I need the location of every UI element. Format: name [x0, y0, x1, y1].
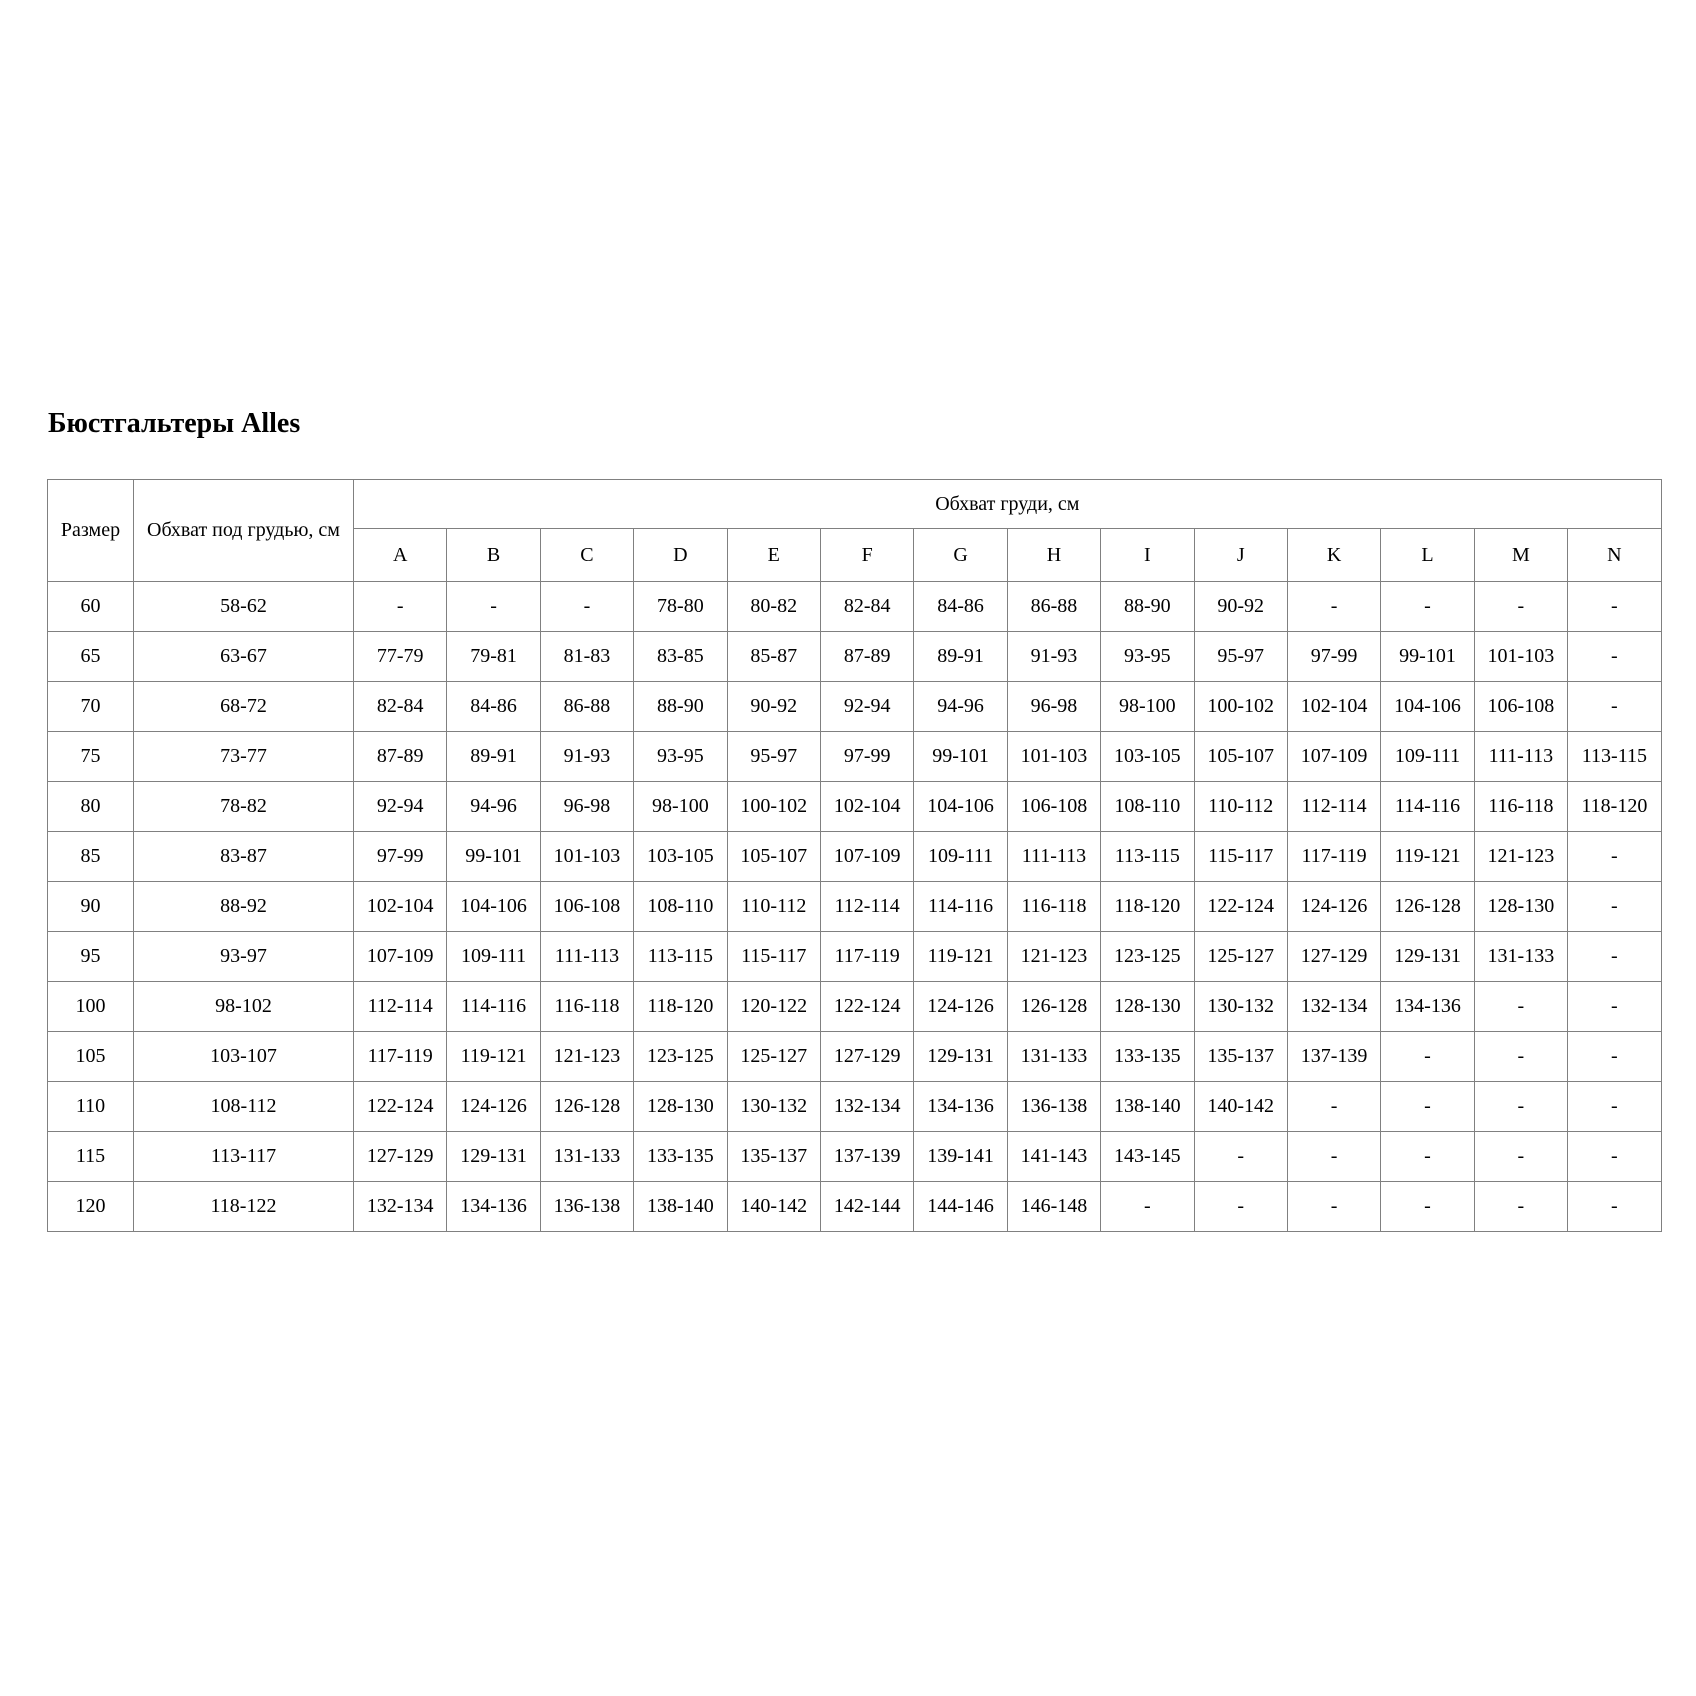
- bust-range-cell: 137-139: [1287, 1032, 1380, 1082]
- bust-range-cell: -: [1381, 582, 1474, 632]
- bust-range-cell: -: [1381, 1032, 1474, 1082]
- size-cell: 65: [48, 632, 134, 682]
- bust-range-cell: -: [1381, 1082, 1474, 1132]
- cup-column-header-C: C: [540, 529, 633, 582]
- bust-range-cell: 126-128: [1007, 982, 1100, 1032]
- bust-range-cell: -: [1474, 1182, 1567, 1232]
- bust-range-cell: -: [1568, 832, 1662, 882]
- bust-range-cell: 120-122: [727, 982, 820, 1032]
- table-row: [48, 682, 1662, 732]
- bust-range-cell: 117-119: [820, 932, 913, 982]
- bust-range-cell: 101-103: [1474, 632, 1567, 682]
- bust-range-cell: 131-133: [1474, 932, 1567, 982]
- bust-range-cell: 108-110: [634, 882, 727, 932]
- cup-column-header-H: H: [1007, 529, 1100, 582]
- table-row: [48, 1082, 1662, 1132]
- bust-range-cell: 87-89: [354, 732, 447, 782]
- bust-range-cell: 95-97: [727, 732, 820, 782]
- bust-range-cell: -: [1194, 1182, 1287, 1232]
- table-row: [48, 1182, 1662, 1232]
- bust-range-cell: 124-126: [914, 982, 1007, 1032]
- bust-range-cell: 85-87: [727, 632, 820, 682]
- bust-range-cell: 135-137: [1194, 1032, 1287, 1082]
- bust-range-cell: 123-125: [1101, 932, 1194, 982]
- table-row: [48, 882, 1662, 932]
- table-row: [48, 982, 1662, 1032]
- bust-range-cell: 140-142: [727, 1182, 820, 1232]
- bust-range-cell: 133-135: [1101, 1032, 1194, 1082]
- underbust-cell: 63-67: [134, 632, 354, 682]
- bust-range-cell: -: [540, 582, 633, 632]
- bust-range-cell: 128-130: [1101, 982, 1194, 1032]
- bust-range-cell: 121-123: [540, 1032, 633, 1082]
- bust-range-cell: 86-88: [1007, 582, 1100, 632]
- bust-range-cell: 105-107: [727, 832, 820, 882]
- bust-range-cell: 86-88: [540, 682, 633, 732]
- bust-range-cell: -: [1474, 1082, 1567, 1132]
- underbust-cell: 108-112: [134, 1082, 354, 1132]
- bust-range-cell: 110-112: [1194, 782, 1287, 832]
- size-cell: 115: [48, 1132, 134, 1182]
- bust-group-header: Обхват груди, см: [354, 480, 1662, 529]
- bust-range-cell: 138-140: [1101, 1082, 1194, 1132]
- cup-column-header-J: J: [1194, 529, 1287, 582]
- bust-range-cell: -: [1568, 632, 1662, 682]
- bust-range-cell: 96-98: [540, 782, 633, 832]
- bust-range-cell: 98-100: [634, 782, 727, 832]
- bust-range-cell: 139-141: [914, 1132, 1007, 1182]
- bust-range-cell: 135-137: [727, 1132, 820, 1182]
- bust-range-cell: 83-85: [634, 632, 727, 682]
- bust-range-cell: 96-98: [1007, 682, 1100, 732]
- bust-range-cell: 116-118: [540, 982, 633, 1032]
- bust-range-cell: 109-111: [1381, 732, 1474, 782]
- bust-range-cell: 114-116: [914, 882, 1007, 932]
- bust-range-cell: 121-123: [1007, 932, 1100, 982]
- bust-range-cell: 106-108: [1007, 782, 1100, 832]
- bust-range-cell: -: [1474, 1032, 1567, 1082]
- size-cell: 80: [48, 782, 134, 832]
- bust-range-cell: -: [1287, 1132, 1380, 1182]
- bust-range-cell: 102-104: [1287, 682, 1380, 732]
- underbust-cell: 118-122: [134, 1182, 354, 1232]
- cup-column-header-K: K: [1287, 529, 1380, 582]
- bust-range-cell: 110-112: [727, 882, 820, 932]
- bust-range-cell: 124-126: [1287, 882, 1380, 932]
- bust-range-cell: 84-86: [447, 682, 540, 732]
- bust-range-cell: 103-105: [1101, 732, 1194, 782]
- bust-range-cell: 128-130: [1474, 882, 1567, 932]
- cup-column-header-D: D: [634, 529, 727, 582]
- bust-range-cell: 112-114: [1287, 782, 1380, 832]
- bust-range-cell: -: [1568, 1132, 1662, 1182]
- bust-range-cell: 88-90: [1101, 582, 1194, 632]
- cup-column-header-L: L: [1381, 529, 1474, 582]
- bust-range-cell: 134-136: [1381, 982, 1474, 1032]
- bust-range-cell: 132-134: [1287, 982, 1380, 1032]
- table-row: [48, 782, 1662, 832]
- bust-range-cell: 107-109: [354, 932, 447, 982]
- bust-range-cell: 104-106: [914, 782, 1007, 832]
- bust-range-cell: -: [1287, 1082, 1380, 1132]
- bust-range-cell: 119-121: [1381, 832, 1474, 882]
- bust-range-cell: 98-100: [1101, 682, 1194, 732]
- table-row: [48, 932, 1662, 982]
- underbust-cell: 113-117: [134, 1132, 354, 1182]
- cup-column-header-N: N: [1568, 529, 1662, 582]
- bust-range-cell: 138-140: [634, 1182, 727, 1232]
- underbust-cell: 98-102: [134, 982, 354, 1032]
- bust-range-cell: 137-139: [820, 1132, 913, 1182]
- bust-range-cell: 141-143: [1007, 1132, 1100, 1182]
- underbust-cell: 58-62: [134, 582, 354, 632]
- bust-range-cell: -: [1568, 582, 1662, 632]
- bust-range-cell: 100-102: [727, 782, 820, 832]
- bust-range-cell: 90-92: [727, 682, 820, 732]
- size-cell: 100: [48, 982, 134, 1032]
- bust-range-cell: 111-113: [540, 932, 633, 982]
- bust-range-cell: 91-93: [540, 732, 633, 782]
- bust-range-cell: 122-124: [820, 982, 913, 1032]
- bust-range-cell: 146-148: [1007, 1182, 1100, 1232]
- bust-range-cell: 131-133: [540, 1132, 633, 1182]
- bust-range-cell: 127-129: [354, 1132, 447, 1182]
- table-row: [48, 832, 1662, 882]
- bust-range-cell: 88-90: [634, 682, 727, 732]
- bust-range-cell: 132-134: [354, 1182, 447, 1232]
- bust-range-cell: 93-95: [634, 732, 727, 782]
- bust-range-cell: -: [1287, 582, 1380, 632]
- underbust-cell: 83-87: [134, 832, 354, 882]
- size-cell: 60: [48, 582, 134, 632]
- bust-range-cell: 119-121: [914, 932, 1007, 982]
- bust-range-cell: 116-118: [1474, 782, 1567, 832]
- bust-range-cell: 134-136: [447, 1182, 540, 1232]
- bust-range-cell: 119-121: [447, 1032, 540, 1082]
- size-cell: 120: [48, 1182, 134, 1232]
- table-row: [48, 582, 1662, 632]
- bust-range-cell: 82-84: [820, 582, 913, 632]
- bust-range-cell: 111-113: [1007, 832, 1100, 882]
- bust-range-cell: -: [1381, 1182, 1474, 1232]
- bust-range-cell: 84-86: [914, 582, 1007, 632]
- bust-range-cell: 114-116: [447, 982, 540, 1032]
- size-cell: 75: [48, 732, 134, 782]
- bust-range-cell: 144-146: [914, 1182, 1007, 1232]
- underbust-cell: 88-92: [134, 882, 354, 932]
- underbust-cell: 78-82: [134, 782, 354, 832]
- bust-range-cell: 92-94: [820, 682, 913, 732]
- bust-range-cell: 126-128: [540, 1082, 633, 1132]
- bust-range-cell: 77-79: [354, 632, 447, 682]
- bust-range-cell: 131-133: [1007, 1032, 1100, 1082]
- size-cell: 105: [48, 1032, 134, 1082]
- bust-range-cell: -: [1474, 582, 1567, 632]
- bust-range-cell: -: [1101, 1182, 1194, 1232]
- size-cell: 90: [48, 882, 134, 932]
- bust-header-row: [48, 480, 1662, 529]
- bust-range-cell: 79-81: [447, 632, 540, 682]
- cup-column-header-A: A: [354, 529, 447, 582]
- bust-range-cell: -: [1568, 682, 1662, 732]
- bust-range-cell: -: [1568, 982, 1662, 1032]
- bust-range-cell: 90-92: [1194, 582, 1287, 632]
- underbust-cell: 73-77: [134, 732, 354, 782]
- bust-range-cell: -: [1194, 1132, 1287, 1182]
- bust-range-cell: 134-136: [914, 1082, 1007, 1132]
- cup-column-header-I: I: [1101, 529, 1194, 582]
- bust-range-cell: 142-144: [820, 1182, 913, 1232]
- bust-range-cell: 140-142: [1194, 1082, 1287, 1132]
- bust-range-cell: 93-95: [1101, 632, 1194, 682]
- bust-range-cell: 92-94: [354, 782, 447, 832]
- bust-range-cell: 116-118: [1007, 882, 1100, 932]
- bust-range-cell: 112-114: [820, 882, 913, 932]
- bust-range-cell: 103-105: [634, 832, 727, 882]
- bust-range-cell: 91-93: [1007, 632, 1100, 682]
- bust-range-cell: -: [1568, 882, 1662, 932]
- bust-range-cell: 127-129: [820, 1032, 913, 1082]
- bust-range-cell: 106-108: [1474, 682, 1567, 732]
- bust-range-cell: -: [1381, 1132, 1474, 1182]
- bust-range-cell: 113-115: [634, 932, 727, 982]
- bust-range-cell: -: [1474, 982, 1567, 1032]
- bust-range-cell: 113-115: [1101, 832, 1194, 882]
- bust-range-cell: 122-124: [354, 1082, 447, 1132]
- bust-range-cell: 133-135: [634, 1132, 727, 1182]
- table-row: [48, 632, 1662, 682]
- cup-column-header-G: G: [914, 529, 1007, 582]
- bust-range-cell: 101-103: [1007, 732, 1100, 782]
- bust-range-cell: -: [1568, 1182, 1662, 1232]
- bust-range-cell: 95-97: [1194, 632, 1287, 682]
- bust-range-cell: 104-106: [1381, 682, 1474, 732]
- underbust-cell: 93-97: [134, 932, 354, 982]
- cup-column-header-F: F: [820, 529, 913, 582]
- bust-range-cell: 115-117: [727, 932, 820, 982]
- bust-range-cell: 102-104: [354, 882, 447, 932]
- bust-range-cell: 129-131: [914, 1032, 1007, 1082]
- bust-range-cell: 106-108: [540, 882, 633, 932]
- bust-range-cell: 78-80: [634, 582, 727, 632]
- bust-range-cell: 97-99: [820, 732, 913, 782]
- bust-range-cell: 130-132: [1194, 982, 1287, 1032]
- bust-range-cell: 118-120: [1568, 782, 1662, 832]
- bust-range-cell: 99-101: [447, 832, 540, 882]
- bust-range-cell: 107-109: [1287, 732, 1380, 782]
- bust-range-cell: 80-82: [727, 582, 820, 632]
- page-title: Бюстгальтеры Alles: [48, 408, 301, 439]
- bust-range-cell: 107-109: [820, 832, 913, 882]
- bust-range-cell: 127-129: [1287, 932, 1380, 982]
- bust-range-cell: 94-96: [447, 782, 540, 832]
- bust-range-cell: 118-120: [634, 982, 727, 1032]
- bust-range-cell: 129-131: [447, 1132, 540, 1182]
- bust-range-cell: 125-127: [1194, 932, 1287, 982]
- bust-range-cell: 117-119: [1287, 832, 1380, 882]
- table-body: [48, 582, 1662, 1232]
- bra-size-chart-table: [47, 479, 1662, 1232]
- bust-range-cell: 121-123: [1474, 832, 1567, 882]
- size-cell: 70: [48, 682, 134, 732]
- bust-range-cell: 118-120: [1101, 882, 1194, 932]
- bust-range-cell: 130-132: [727, 1082, 820, 1132]
- bust-range-cell: 125-127: [727, 1032, 820, 1082]
- bust-range-cell: 132-134: [820, 1082, 913, 1132]
- size-cell: 110: [48, 1082, 134, 1132]
- bust-range-cell: -: [1568, 1082, 1662, 1132]
- underbust-cell: 68-72: [134, 682, 354, 732]
- bust-range-cell: -: [1474, 1132, 1567, 1182]
- bust-range-cell: 111-113: [1474, 732, 1567, 782]
- bust-range-cell: 87-89: [820, 632, 913, 682]
- bust-range-cell: 115-117: [1194, 832, 1287, 882]
- bust-range-cell: 97-99: [1287, 632, 1380, 682]
- bust-range-cell: 99-101: [914, 732, 1007, 782]
- bust-range-cell: 129-131: [1381, 932, 1474, 982]
- bust-range-cell: 117-119: [354, 1032, 447, 1082]
- bust-range-cell: 82-84: [354, 682, 447, 732]
- bust-range-cell: 123-125: [634, 1032, 727, 1082]
- bust-range-cell: 104-106: [447, 882, 540, 932]
- size-cell: 95: [48, 932, 134, 982]
- bust-range-cell: 112-114: [354, 982, 447, 1032]
- bust-range-cell: -: [1568, 932, 1662, 982]
- underbust-column-header: Обхват под грудью, см: [134, 480, 354, 582]
- bust-range-cell: -: [1568, 1032, 1662, 1082]
- bust-range-cell: 100-102: [1194, 682, 1287, 732]
- cup-column-header-E: E: [727, 529, 820, 582]
- bust-range-cell: 109-111: [914, 832, 1007, 882]
- bust-range-cell: 126-128: [1381, 882, 1474, 932]
- bust-range-cell: 89-91: [447, 732, 540, 782]
- bust-range-cell: 101-103: [540, 832, 633, 882]
- cup-column-header-M: M: [1474, 529, 1567, 582]
- bust-range-cell: 136-138: [1007, 1082, 1100, 1132]
- bust-range-cell: -: [354, 582, 447, 632]
- bust-range-cell: 136-138: [540, 1182, 633, 1232]
- cup-column-header-B: B: [447, 529, 540, 582]
- bust-range-cell: 143-145: [1101, 1132, 1194, 1182]
- bust-range-cell: 89-91: [914, 632, 1007, 682]
- bust-range-cell: 109-111: [447, 932, 540, 982]
- bust-range-cell: 99-101: [1381, 632, 1474, 682]
- table-row: [48, 1132, 1662, 1182]
- bust-range-cell: 108-110: [1101, 782, 1194, 832]
- bust-range-cell: 124-126: [447, 1082, 540, 1132]
- table-row: [48, 732, 1662, 782]
- bust-range-cell: 94-96: [914, 682, 1007, 732]
- bust-range-cell: -: [1287, 1182, 1380, 1232]
- bust-range-cell: 102-104: [820, 782, 913, 832]
- bust-range-cell: 81-83: [540, 632, 633, 682]
- table-row: [48, 1032, 1662, 1082]
- bust-range-cell: 113-115: [1568, 732, 1662, 782]
- size-cell: 85: [48, 832, 134, 882]
- bust-range-cell: 105-107: [1194, 732, 1287, 782]
- bust-range-cell: -: [447, 582, 540, 632]
- bust-range-cell: 114-116: [1381, 782, 1474, 832]
- bust-range-cell: 122-124: [1194, 882, 1287, 932]
- table-header: [48, 480, 1662, 582]
- bust-range-cell: 128-130: [634, 1082, 727, 1132]
- size-column-header: Размер: [48, 480, 134, 582]
- underbust-cell: 103-107: [134, 1032, 354, 1082]
- bust-range-cell: 97-99: [354, 832, 447, 882]
